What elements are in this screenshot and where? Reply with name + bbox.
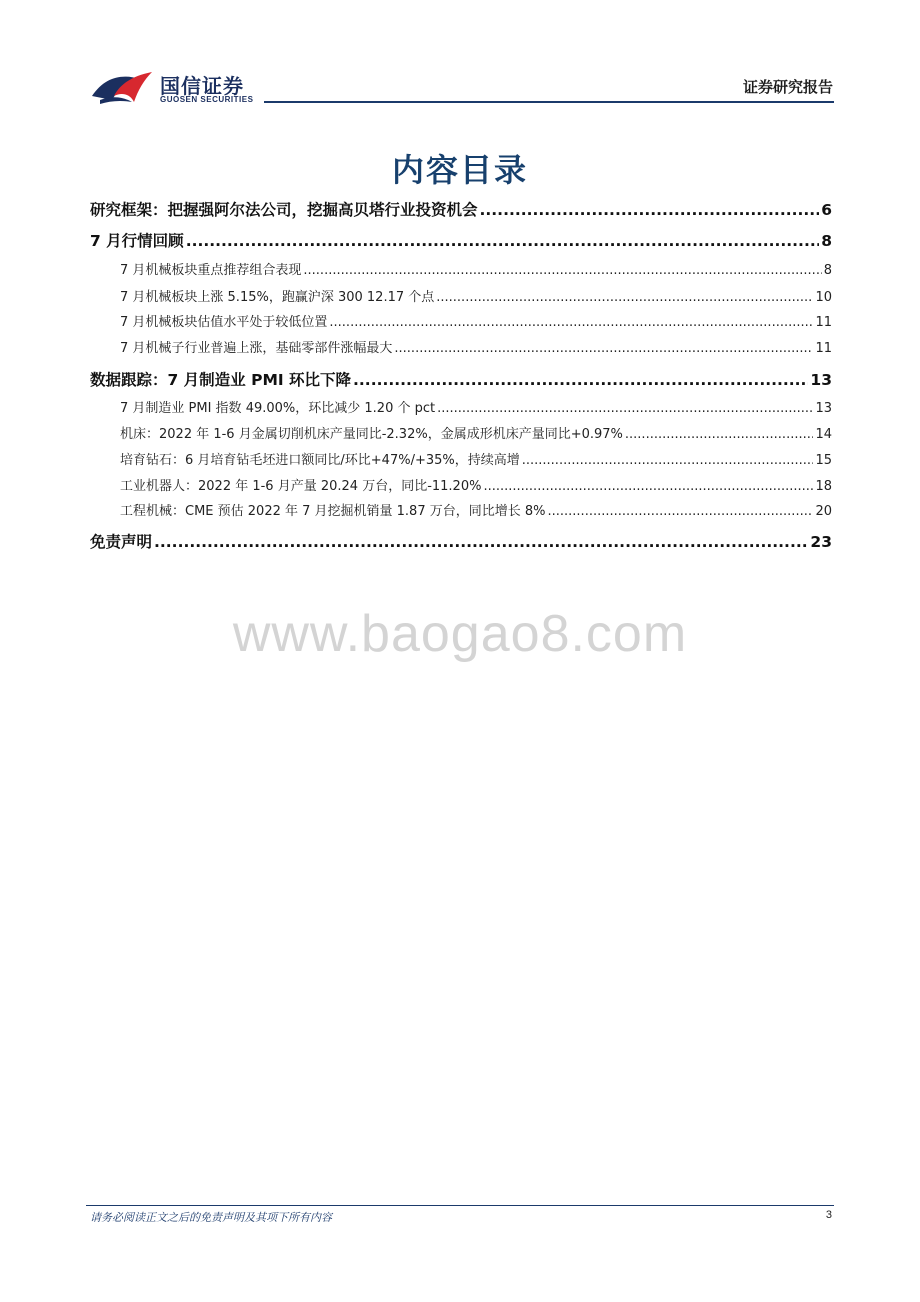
toc-entry[interactable]: [90, 475, 832, 494]
toc-dot-leader: [548, 504, 814, 519]
toc-entry-page: 10: [815, 290, 832, 305]
toc-entry-label: 7 月机械子行业普遍上涨，基础零部件涨幅最大: [120, 341, 393, 356]
toc-entry-page: 23: [810, 533, 832, 551]
toc-dot-leader: [329, 315, 813, 330]
toc-entry-page: 8: [823, 263, 832, 278]
toc-entry[interactable]: [90, 311, 832, 330]
toc-entry[interactable]: [90, 397, 832, 416]
toc-entry-label: 7 月机械板块重点推荐组合表现: [120, 263, 302, 278]
company-logo: [90, 66, 260, 106]
watermark: www.baogao8.com: [232, 605, 688, 663]
guosen-logo-icon: [90, 66, 156, 106]
toc-entry-label: 工程机械：CME 预估 2022 年 7 月挖掘机销量 1.87 万台，同比增长 8%: [120, 504, 546, 519]
footer-divider: [86, 1205, 834, 1206]
header-divider: [264, 101, 834, 103]
toc-entry-page: 6: [821, 201, 832, 219]
toc-dot-leader: [522, 453, 814, 468]
toc-entry[interactable]: [90, 423, 832, 442]
toc-entry-label: 工业机器人：2022 年 1-6 月产量 20.24 万台，同比-11.20%: [120, 479, 482, 494]
toc-entry-page: 13: [810, 371, 832, 389]
page-number: 3: [825, 1209, 832, 1221]
toc-dot-leader: [353, 371, 808, 389]
toc-dot-leader: [625, 427, 814, 442]
toc-entry-label: 数据跟踪：7 月制造业 PMI 环比下降: [90, 371, 352, 389]
toc-dot-leader: [303, 263, 821, 278]
toc-dot-leader: [483, 479, 813, 494]
footer-disclaimer: 请务必阅读正文之后的免责声明及其项下所有内容: [90, 1211, 332, 1224]
toc-entry-page: 20: [815, 504, 832, 519]
toc-entry-page: 11: [815, 341, 832, 356]
report-type-label: 证券研究报告: [742, 78, 833, 96]
toc-dot-leader: [154, 533, 808, 551]
toc-dot-leader: [186, 232, 820, 250]
toc-entry-page: 11: [815, 315, 832, 330]
toc-entry[interactable]: [90, 449, 832, 468]
toc-entry-label: 免责声明: [90, 533, 153, 551]
toc-entry-page: 8: [821, 232, 832, 250]
toc-entry-label: 研究框架：把握强阿尔法公司，挖掘高贝塔行业投资机会: [90, 201, 478, 219]
toc-entry[interactable]: [90, 286, 832, 305]
toc-entry-label: 培育钻石：6 月培育钻毛坯进口额同比/环比+47%/+35%，持续高增: [120, 453, 520, 468]
toc-entry-page: 14: [815, 427, 832, 442]
logo-chinese-name: 国信证券: [160, 74, 244, 98]
logo-english-name: GUOSEN SECURITIES: [160, 95, 254, 104]
toc-entry[interactable]: [90, 500, 832, 519]
toc-entry[interactable]: [90, 198, 832, 220]
toc-entry[interactable]: [90, 259, 832, 278]
toc-dot-leader: [436, 290, 813, 305]
toc-entry-page: 13: [815, 401, 832, 416]
toc-entry-label: 7 月机械板块上涨 5.15%，跑赢沪深 300 12.17 个点: [120, 290, 435, 305]
toc-entry-page: 15: [815, 453, 832, 468]
toc-entry[interactable]: [90, 229, 832, 251]
toc-entry[interactable]: [90, 530, 832, 552]
toc-entry-label: 7 月制造业 PMI 指数 49.00%，环比减少 1.20 个 pct: [120, 401, 436, 416]
toc-entry-label: 7 月行情回顾: [90, 232, 184, 250]
toc-dot-leader: [394, 341, 813, 356]
toc-dot-leader: [480, 201, 820, 219]
toc-title: 内容目录: [391, 151, 528, 189]
toc-entry[interactable]: [90, 337, 832, 356]
toc-entry-label: 机床：2022 年 1-6 月金属切削机床产量同比-2.32%，金属成形机床产量同比+0.97%: [120, 427, 623, 442]
page-header: [0, 0, 920, 110]
toc-dot-leader: [437, 401, 813, 416]
toc-entry[interactable]: [90, 368, 832, 390]
toc-entry-label: 7 月机械板块估值水平处于较低位置: [120, 315, 328, 330]
toc-entry-page: 18: [815, 479, 832, 494]
